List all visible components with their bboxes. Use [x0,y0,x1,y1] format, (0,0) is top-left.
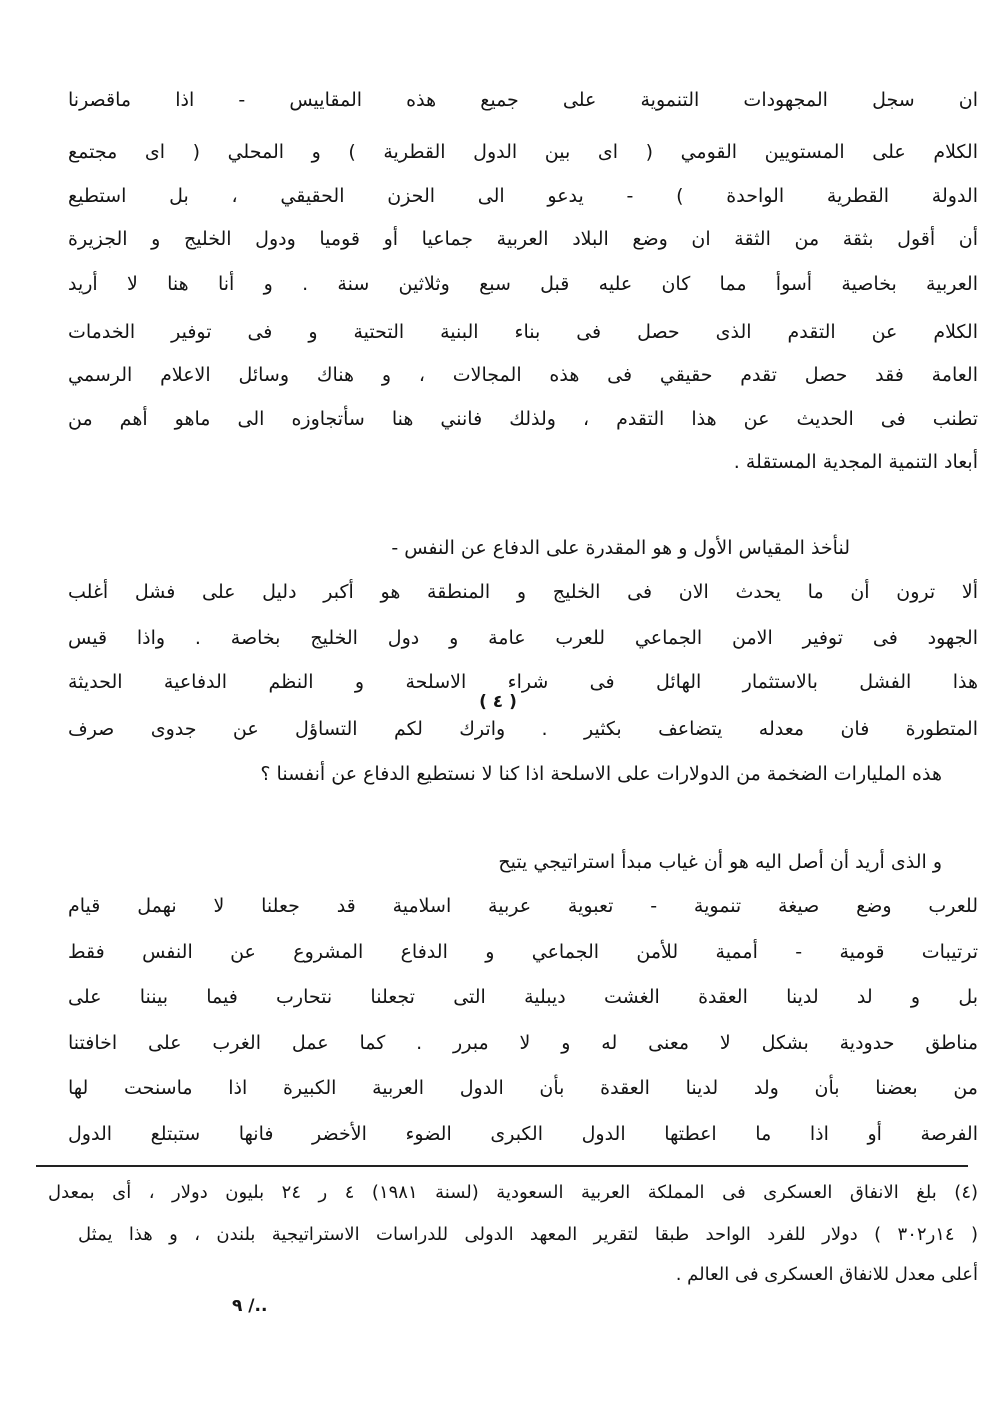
footnote-reference: ( ٤ ) [479,692,517,712]
page-number: ٩ /.. [232,1296,268,1316]
body-line: و الذى أريد أن أصل اليه هو أن غياب مبدأ استراتيجي يتيح [498,851,942,873]
body-line: ان سجل المجهودات التنموية على جميع هذه المقاييس - اذا ماقصرنا [68,89,978,111]
body-line: العامة فقد حصل تقدم حقيقي فى هذه المجالات ، و هناك وسائل الاعلام الرسمي [68,364,978,386]
body-line: للعرب وضع صيغة تنموية - تعبوية عربية اسلامية قد جعلنا لا نهمل قيام [68,895,978,917]
footnote-line: ( ١٤ر٣٠٢ ) دولار للفرد الواحد طبقا لتقرير المعهد الدولى للدراسات الاستراتيجية بلندن ، و هذا يمثل [78,1224,978,1245]
body-line: هذه المليارات الضخمة من الدولارات على الاسلحة اذا كنا لا نستطيع الدفاع عن أنفسنا ؟ [260,763,942,785]
body-line: من بعضنا بأن ولد لدينا العقدة بأن الدول العربية الكبيرة اذا ماسنحت لها [68,1077,978,1099]
footnote-line: (٤) بلغ الانفاق العسكرى فى المملكة العربية السعودية (لسنة ١٩٨١) ٤ ر ٢٤ بليون دولار ، أى بمعدل [48,1182,978,1203]
body-line: الكلام عن التقدم الذى حصل فى بناء البنية التحتية و فى توفير الخدمات [68,321,978,343]
body-line: أن أقول بثقة من الثقة ان وضع البلاد العربية جماعيا أو قوميا ودول الخليج و الجزيرة [68,228,978,250]
body-line: الدولة القطرية الواحدة ) - يدعو الى الحزن الحقيقي ، بل استطيع [68,185,978,207]
body-line: أبعاد التنمية المجدية المستقلة . [733,451,978,473]
body-line: لنأخذ المقياس الأول و هو المقدرة على الدفاع عن النفس - [391,537,850,559]
body-line: الكلام على المستويين القومي ( اى بين الدول القطرية ) و المحلي ( اى مجتمع [68,141,978,163]
footnote-separator [36,1165,968,1167]
footnote-line: أعلى معدل للانفاق العسكرى فى العالم . [675,1264,978,1285]
body-line: العربية بخاصية أسوأ مما كان عليه قبل سبع وثلاثين سنة . و أنا هنا لا أريد [68,273,978,295]
body-line: هذا الفشل بالاستثمار الهائل فى شراء الاسلحة و النظم الدفاعية الحديثة [68,671,978,693]
body-line: المتطورة فان معدله يتضاعف بكثير . واترك لكم التساؤل عن جدوى صرف [68,718,978,740]
body-line: بل و لد لدينا العقدة الغشت ديبلية التى تجعلنا نتحارب فيما بيننا على [68,986,978,1008]
body-line: ترتيبات قومية - أممية للأمن الجماعي و الدفاع المشروع عن النفس فقط [68,941,978,963]
body-line: مناطق حدودية بشكل لا معنى له و لا مبرر . كما عمل الغرب على اخافتنا [68,1032,978,1054]
body-line: تطنب فى الحديث عن هذا التقدم ، ولذلك فانني هنا سأتجاوزه الى ماهو أهم من [68,408,978,430]
body-line: ألا ترون أن ما يحدث الان فى الخليج و المنطقة هو أكبر دليل على فشل أغلب [68,581,978,603]
body-line: الجهود فى توفير الامن الجماعي للعرب عامة و دول الخليج بخاصة . واذا قيس [68,627,978,649]
body-line: الفرصة أو اذا ما اعطتها الدول الكبرى الضوء الأخضر فانها ستبتلع الدول [68,1123,978,1145]
